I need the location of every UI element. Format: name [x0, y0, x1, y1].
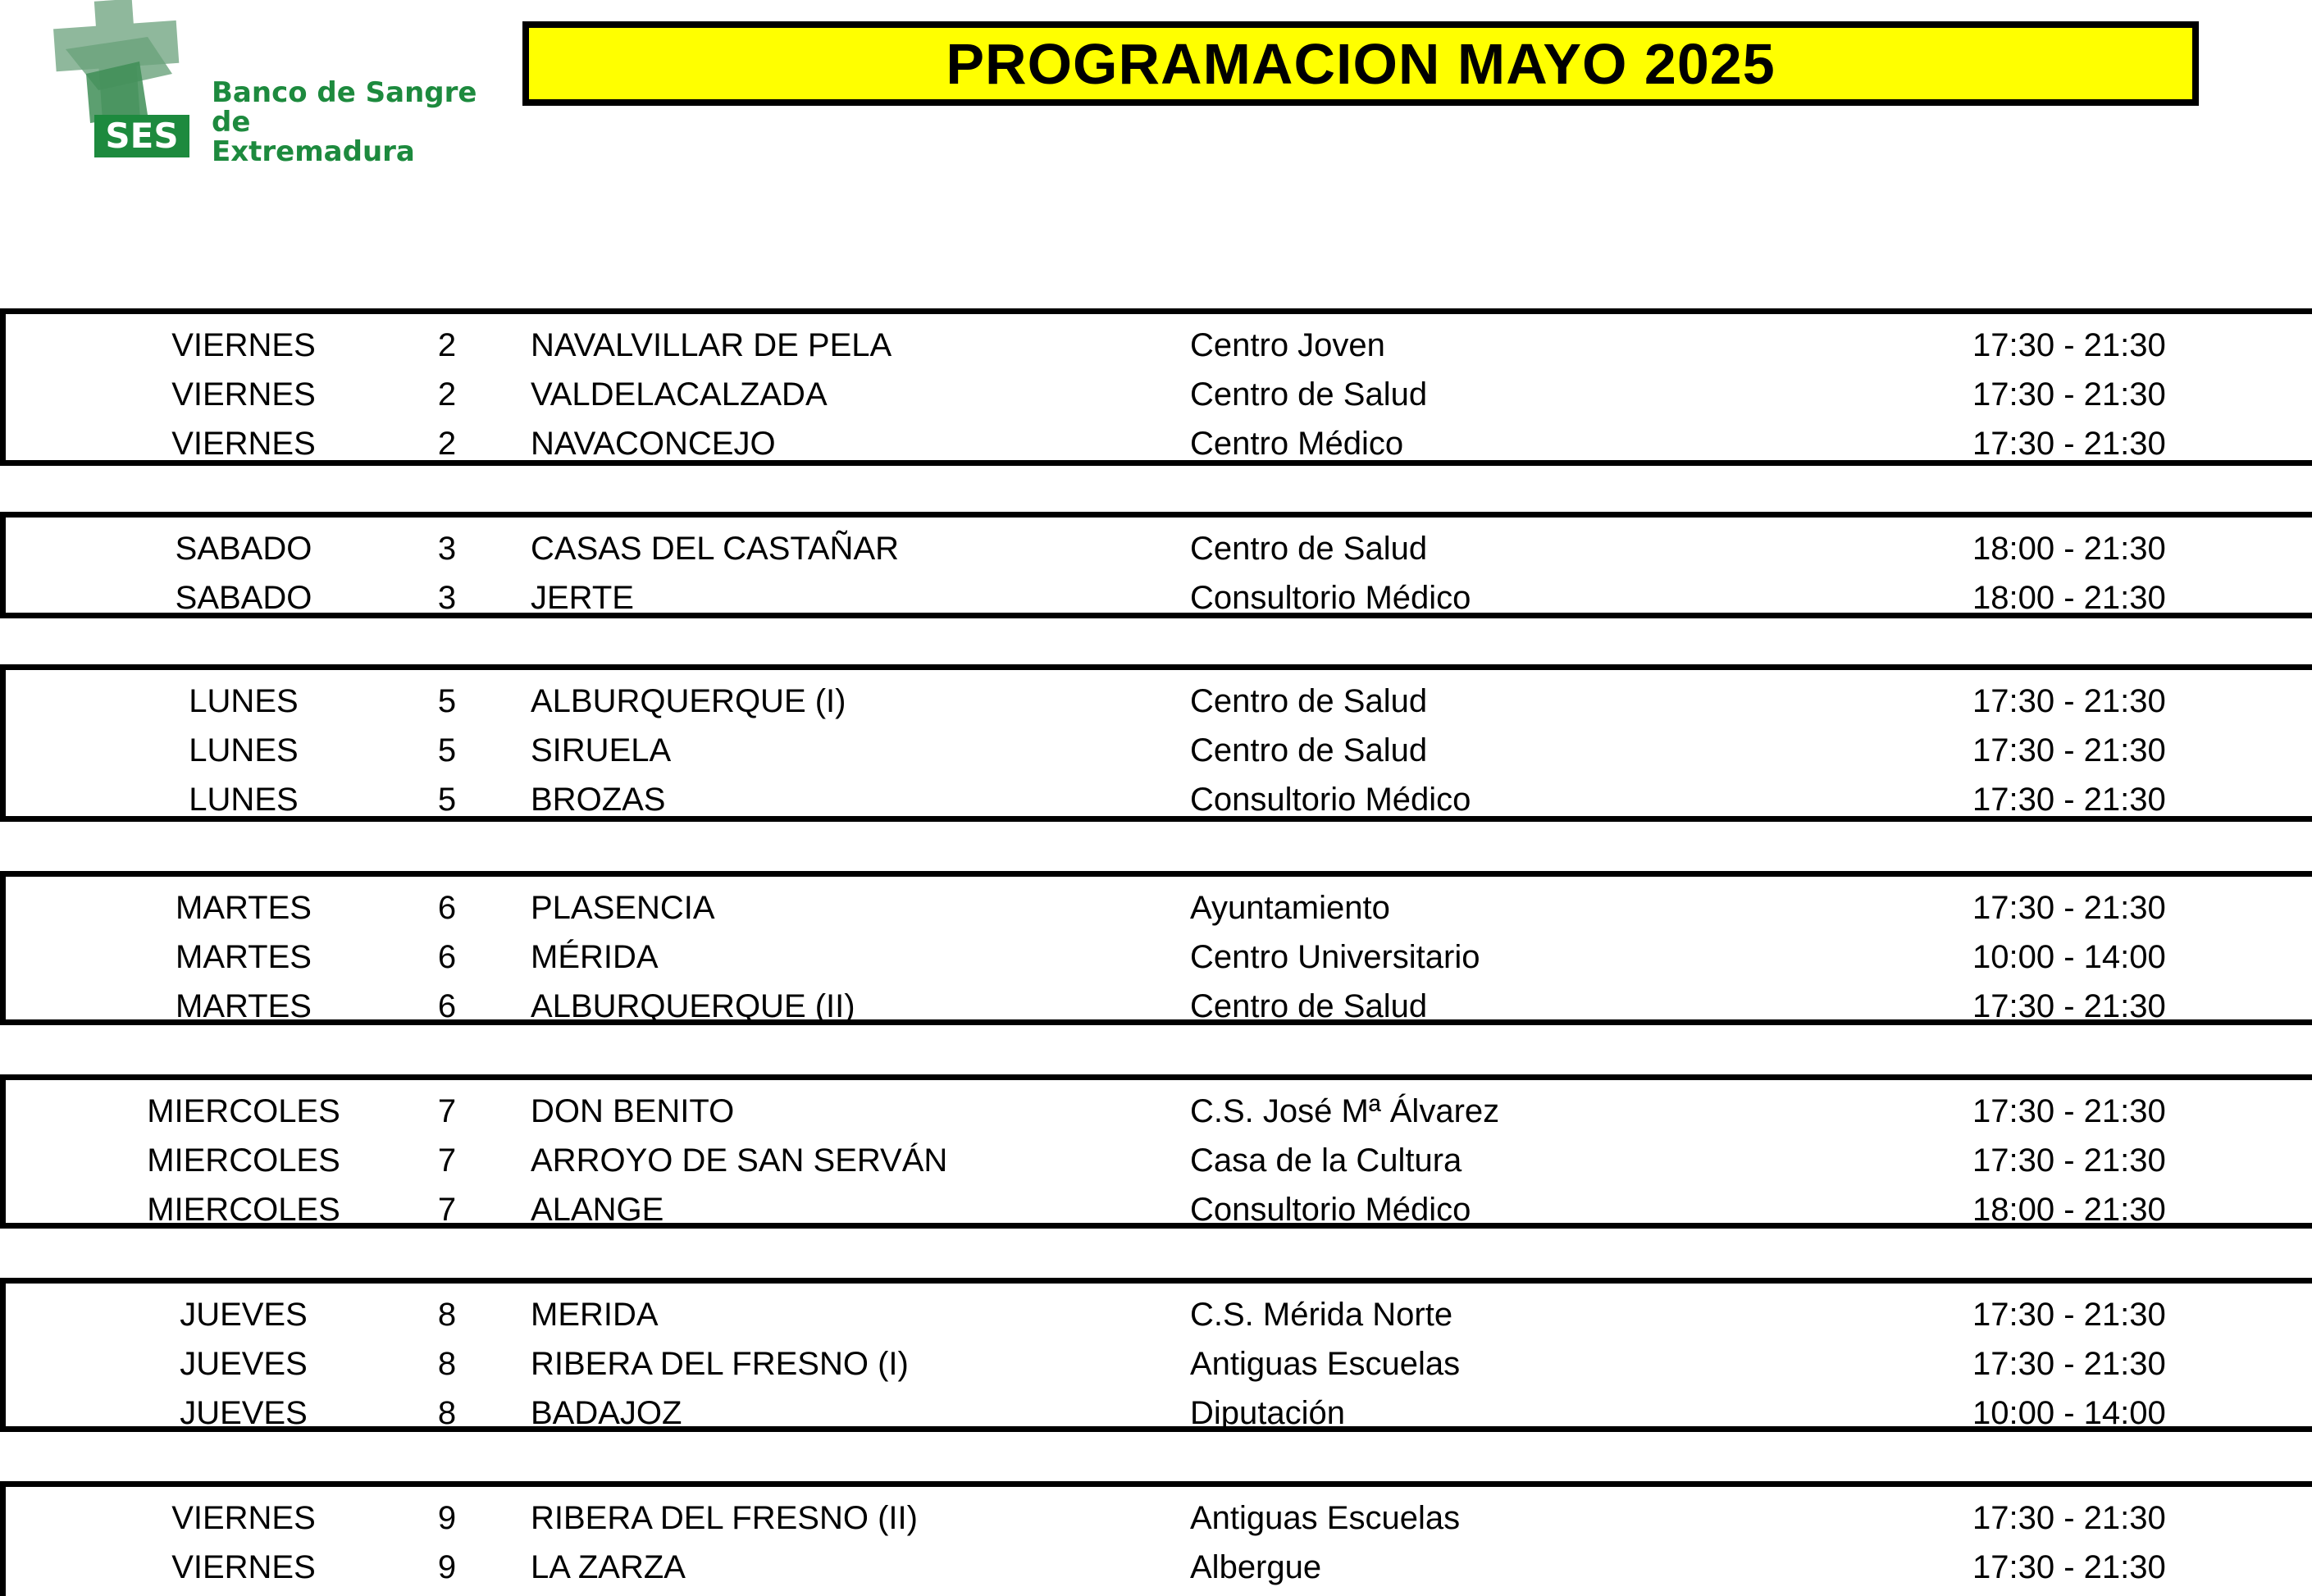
town-cell: RIBERA DEL FRESNO (I) — [531, 1346, 909, 1382]
schedule-group — [0, 308, 2312, 466]
table-row — [6, 1493, 2312, 1543]
logo-text — [212, 78, 477, 166]
place-cell: Centro Joven — [1190, 327, 1385, 363]
place-cell: C.S. José Mª Álvarez — [1190, 1093, 1500, 1129]
time-cell: 17:30 - 21:30 — [1972, 988, 2166, 1024]
schedule-group — [0, 1074, 2312, 1229]
day-cell: MARTES — [176, 988, 312, 1024]
town-cell: ALBURQUERQUE (I) — [531, 683, 846, 719]
time-cell: 17:30 - 21:30 — [1972, 1346, 2166, 1382]
logo-line-3: Extremadura — [212, 135, 415, 168]
num-cell: 9 — [437, 1549, 457, 1585]
schedule-group — [0, 1481, 2312, 1596]
num-cell: 5 — [437, 683, 457, 719]
time-cell: 18:00 - 21:30 — [1972, 531, 2166, 567]
time-cell: 18:00 - 21:30 — [1972, 580, 2166, 616]
table-row — [6, 677, 2312, 726]
place-cell: Centro de Salud — [1190, 376, 1428, 413]
schedule-group — [0, 664, 2312, 822]
num-cell: 5 — [437, 782, 457, 818]
town-cell: CASAS DEL CASTAÑAR — [531, 531, 900, 567]
place-cell: Diputación — [1190, 1395, 1346, 1431]
table-row — [6, 883, 2312, 933]
time-cell: 17:30 - 21:30 — [1972, 1500, 2166, 1536]
place-cell: Consultorio Médico — [1190, 580, 1471, 616]
day-cell: VIERNES — [171, 1500, 316, 1536]
day-cell: MIERCOLES — [147, 1192, 340, 1228]
day-cell: SABADO — [175, 531, 312, 567]
day-cell: MIERCOLES — [147, 1142, 340, 1179]
time-cell: 17:30 - 21:30 — [1972, 1297, 2166, 1333]
num-cell: 8 — [437, 1395, 457, 1431]
place-cell: Centro de Salud — [1190, 732, 1428, 768]
schedule-group — [0, 512, 2312, 618]
town-cell: ALANGE — [531, 1192, 664, 1228]
title-banner — [522, 21, 2199, 106]
num-cell: 8 — [437, 1346, 457, 1382]
table-row — [6, 1543, 2312, 1592]
place-cell: Antiguas Escuelas — [1190, 1500, 1461, 1536]
town-cell: MÉRIDA — [531, 939, 659, 975]
town-cell: BROZAS — [531, 782, 666, 818]
place-cell: Ayuntamiento — [1190, 890, 1390, 926]
time-cell: 10:00 - 14:00 — [1972, 1395, 2166, 1431]
town-cell: LA ZARZA — [531, 1549, 686, 1585]
num-cell: 6 — [437, 890, 457, 926]
num-cell: 6 — [437, 988, 457, 1024]
place-cell: Albergue — [1190, 1549, 1322, 1585]
town-cell: JERTE — [531, 580, 634, 616]
town-cell: ARROYO DE SAN SERVÁN — [531, 1142, 948, 1179]
time-cell: 10:00 - 14:00 — [1972, 939, 2166, 975]
town-cell: VALDELACALZADA — [531, 376, 828, 413]
place-cell: Centro de Salud — [1190, 988, 1428, 1024]
table-row — [6, 775, 2312, 824]
place-cell: Centro Médico — [1190, 426, 1404, 462]
place-cell: Centro de Salud — [1190, 683, 1428, 719]
logo-line-1: Banco de Sangre — [212, 76, 477, 109]
time-cell: 17:30 - 21:30 — [1972, 1093, 2166, 1129]
town-cell: BADAJOZ — [531, 1395, 682, 1431]
logo — [49, 0, 508, 168]
time-cell: 17:30 - 21:30 — [1972, 1549, 2166, 1585]
num-cell: 7 — [437, 1142, 457, 1179]
num-cell: 6 — [437, 939, 457, 975]
table-row — [6, 1389, 2312, 1438]
place-cell: Centro de Salud — [1190, 531, 1428, 567]
num-cell: 3 — [437, 580, 457, 616]
table-row — [6, 321, 2312, 370]
logo-badge: SES — [105, 116, 179, 156]
town-cell: PLASENCIA — [531, 890, 715, 926]
time-cell: 18:00 - 21:30 — [1972, 1192, 2166, 1228]
place-cell: Consultorio Médico — [1190, 782, 1471, 818]
table-row — [6, 1290, 2312, 1339]
day-cell: JUEVES — [180, 1346, 308, 1382]
place-cell: C.S. Mérida Norte — [1190, 1297, 1453, 1333]
table-row — [6, 573, 2312, 622]
num-cell: 2 — [437, 327, 457, 363]
place-cell: Antiguas Escuelas — [1190, 1346, 1461, 1382]
logo-line-2: de — [212, 106, 251, 139]
num-cell: 7 — [437, 1093, 457, 1129]
time-cell: 17:30 - 21:30 — [1972, 426, 2166, 462]
num-cell: 7 — [437, 1192, 457, 1228]
day-cell: MIERCOLES — [147, 1093, 340, 1129]
town-cell: RIBERA DEL FRESNO (II) — [531, 1500, 918, 1536]
day-cell: JUEVES — [180, 1395, 308, 1431]
table-row — [6, 1136, 2312, 1185]
town-cell: NAVALVILLAR DE PELA — [531, 327, 892, 363]
town-cell: MERIDA — [531, 1297, 659, 1333]
table-row — [6, 524, 2312, 573]
schedule-group — [0, 1278, 2312, 1432]
town-cell: ALBURQUERQUE (II) — [531, 988, 855, 1024]
day-cell: VIERNES — [171, 1549, 316, 1585]
num-cell: 8 — [437, 1297, 457, 1333]
town-cell: NAVACONCEJO — [531, 426, 776, 462]
num-cell: 3 — [437, 531, 457, 567]
day-cell: SABADO — [175, 580, 312, 616]
day-cell: MARTES — [176, 890, 312, 926]
time-cell: 17:30 - 21:30 — [1972, 782, 2166, 818]
day-cell: VIERNES — [171, 327, 316, 363]
table-row — [6, 419, 2312, 468]
table-row — [6, 370, 2312, 419]
time-cell: 17:30 - 21:30 — [1972, 890, 2166, 926]
num-cell: 2 — [437, 426, 457, 462]
place-cell: Casa de la Cultura — [1190, 1142, 1462, 1179]
num-cell: 5 — [437, 732, 457, 768]
place-cell: Centro Universitario — [1190, 939, 1480, 975]
time-cell: 17:30 - 21:30 — [1972, 376, 2166, 413]
time-cell: 17:30 - 21:30 — [1972, 1142, 2166, 1179]
day-cell: MARTES — [176, 939, 312, 975]
place-cell: Consultorio Médico — [1190, 1192, 1471, 1228]
table-row — [6, 1185, 2312, 1234]
table-row — [6, 1339, 2312, 1389]
time-cell: 17:30 - 21:30 — [1972, 683, 2166, 719]
town-cell: SIRUELA — [531, 732, 672, 768]
table-row — [6, 982, 2312, 1031]
day-cell: LUNES — [189, 732, 299, 768]
table-row — [6, 933, 2312, 982]
town-cell: DON BENITO — [531, 1093, 735, 1129]
time-cell: 17:30 - 21:30 — [1972, 732, 2166, 768]
day-cell: VIERNES — [171, 376, 316, 413]
day-cell: JUEVES — [180, 1297, 308, 1333]
schedule-group — [0, 871, 2312, 1025]
day-cell: VIERNES — [171, 426, 316, 462]
num-cell: 2 — [437, 376, 457, 413]
day-cell: LUNES — [189, 782, 299, 818]
num-cell: 9 — [437, 1500, 457, 1536]
day-cell: LUNES — [189, 683, 299, 719]
table-row — [6, 1087, 2312, 1136]
time-cell: 17:30 - 21:30 — [1972, 327, 2166, 363]
table-row — [6, 726, 2312, 775]
page-title: PROGRAMACION MAYO 2025 — [946, 31, 1776, 96]
